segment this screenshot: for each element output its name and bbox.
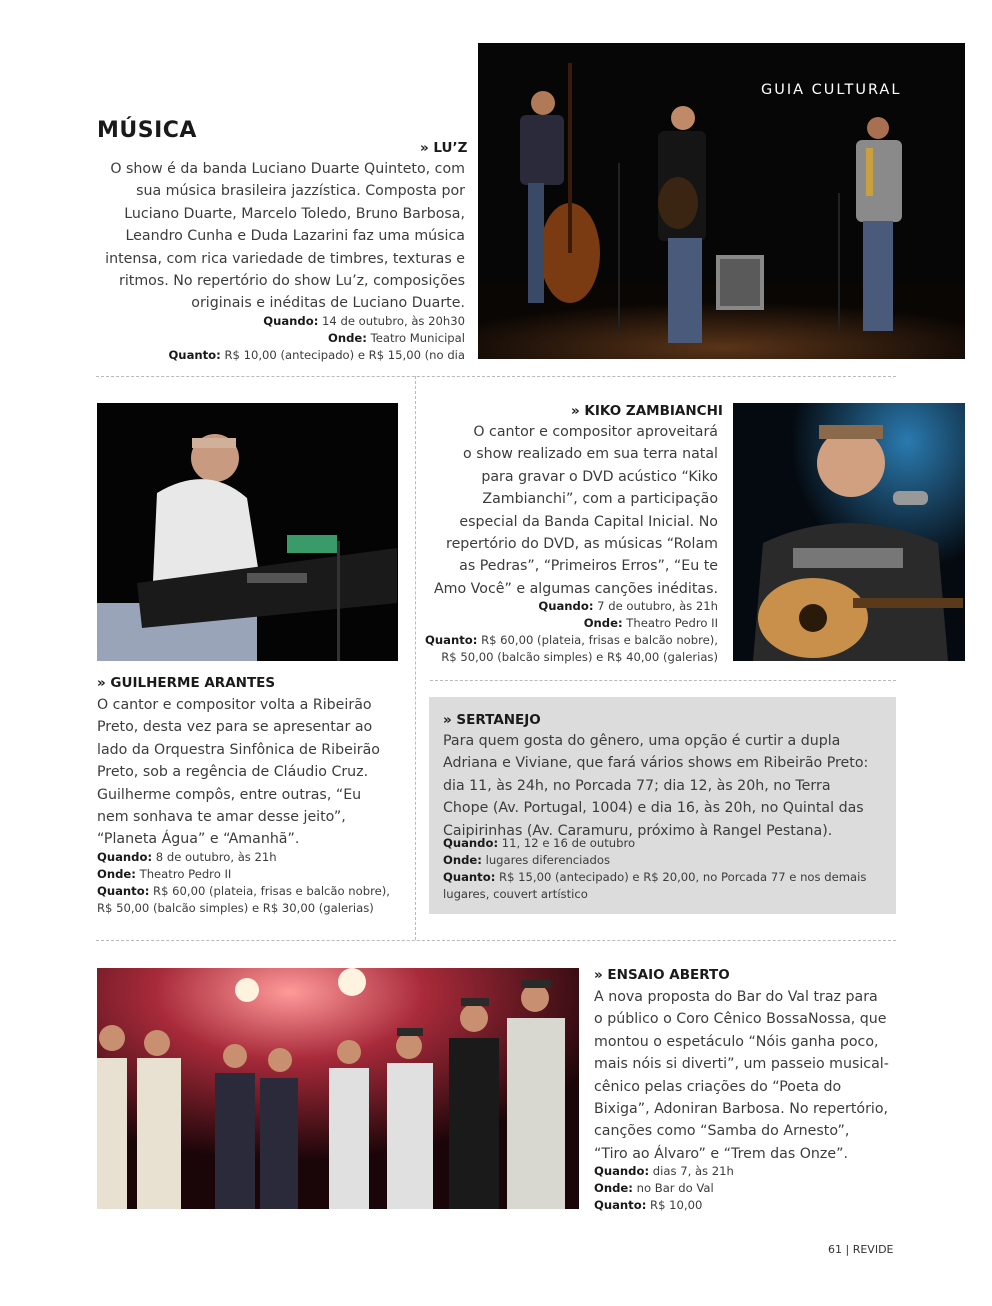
sertanejo-body [443, 730, 893, 842]
luz-when: Quando: 14 de outubro, às 20h30 [263, 314, 465, 328]
kiko-where: Onde: Theatro Pedro II [583, 616, 718, 630]
guilherme-line: O cantor e compositor volta a Ribeirão [97, 697, 372, 713]
ensaio-info [594, 1163, 896, 1214]
kiko-line: especial da Banda Capital Inicial. No [459, 513, 718, 530]
kiko-title: » KIKO ZAMBIANCHI [571, 403, 723, 419]
guilherme-when: Quando: 8 de outubro, às 21h [97, 850, 277, 864]
guilherme-line: Preto, sob a regência de Cláudio Cruz. [97, 764, 369, 781]
section-title: MÚSICA [97, 118, 197, 143]
page-number: 61 [828, 1243, 842, 1256]
kiko-line: o show realizado em sua terra natal [463, 446, 718, 463]
ensaio-line: “Tiro ao Álvaro” e “Trem das Onze”. [594, 1145, 848, 1162]
luz-price: Quanto: R$ 10,00 (antecipado) e R$ 15,00 (no dia [168, 348, 465, 362]
ensaio-line: cênico pelas criações do “Poeta do [594, 1078, 842, 1095]
guilherme-line: nem sonhava te amar desse jeito”, [97, 809, 346, 826]
guilherme-line: Preto, desta vez para se apresentar ao [97, 719, 373, 736]
kiko-price-continued: R$ 50,00 (balcão simples) e R$ 40,00 (galerias) [441, 650, 718, 664]
kiko-line: Amo Você” e algumas canções inéditas. [433, 580, 718, 597]
luz-line: intensa, com rica variedade de timbres, texturas e [105, 250, 465, 267]
kiko-line: O cantor e compositor aproveitará [473, 424, 718, 440]
magazine-name: REVIDE [852, 1243, 894, 1256]
kiko-when: Quando: 7 de outubro, às 21h [538, 599, 718, 613]
ensaio-line: Bixiga”, Adoniran Barbosa. No repertório, [594, 1101, 889, 1118]
kiko-line: as Pedras”, “Primeiros Erros”, “Eu te [459, 558, 718, 575]
ensaio-body [594, 986, 896, 1165]
kiko-body [427, 421, 718, 600]
sertanejo-price: Quanto: R$ 15,00 (antecipado) e R$ 20,00, no Porcada 77 e nos demais [443, 870, 867, 884]
guilherme-body [97, 694, 407, 851]
guilherme-line: Guilherme compôs, entre outras, “Eu [97, 786, 362, 803]
ensaio-photo [97, 968, 579, 1209]
kiko-line: para gravar o DVD acústico “Kiko [481, 468, 718, 485]
sertanejo-when: Quando: 11, 12 e 16 de outubro [443, 836, 636, 850]
guilherme-price: Quanto: R$ 60,00 (plateia, frisas e balcão nobre), [97, 884, 390, 898]
sertanejo-price-continued: lugares, couvert artístico [443, 887, 588, 901]
luz-info [96, 313, 465, 364]
vertical-divider [415, 376, 416, 940]
guilherme-price-continued: R$ 50,00 (balcão simples) e R$ 30,00 (galerias) [97, 901, 374, 915]
ensaio-line: mais nóis si diverti”, um passeio musical- [594, 1056, 889, 1073]
luz-where: Onde: Teatro Municipal [328, 331, 465, 345]
luz-body [96, 158, 465, 315]
kiko-price: Quanto: R$ 60,00 (plateia, frisas e balcão nobre), [425, 633, 718, 647]
guilherme-photo [97, 403, 398, 661]
sertanejo-line: Adriana e Viviane, que fará vários shows em Ribeirão Preto: [443, 755, 869, 772]
luz-line: O show é da banda Luciano Duarte Quinteto, com [110, 161, 465, 177]
ensaio-when: Quando: dias 7, às 21h [594, 1164, 734, 1178]
luz-line: Luciano Duarte, Marcelo Toledo, Bruno Barbosa, [124, 205, 465, 222]
sertanejo-line: Caipirinhas (Av. Caramuru, próximo à Rangel Pestana). [443, 822, 833, 839]
divider [96, 940, 896, 941]
guilherme-title: » GUILHERME ARANTES [97, 675, 276, 691]
sertanejo-title: » SERTANEJO [443, 712, 541, 728]
ensaio-line: o público o Coro Cênico BossaNossa, que [594, 1011, 887, 1028]
sertanejo-line: Chope (Av. Portugal, 1004) e dia 16, às 20h, no Quintal das [443, 800, 864, 817]
luz-line: originais e inéditas de Luciano Duarte. [191, 295, 465, 312]
section-header-label: GUIA CULTURAL [761, 82, 902, 98]
ensaio-line: canções como “Samba do Arnesto”, [594, 1123, 850, 1140]
guilherme-info [97, 849, 407, 917]
sertanejo-line: Para quem gosta do gênero, uma opção é curtir a dupla [443, 733, 841, 749]
sertanejo-info [443, 835, 893, 903]
footer-separator: | [845, 1243, 850, 1256]
page-footer [828, 1243, 894, 1256]
kiko-line: Zambianchi”, com a participação [482, 491, 718, 508]
guilherme-line: “Planeta Água” e “Amanhã”. [97, 831, 300, 848]
luz-title: » LU’Z [420, 140, 468, 156]
kiko-line: repertório do DVD, as músicas “Rolam [446, 536, 718, 553]
sertanejo-where: Onde: lugares diferenciados [443, 853, 610, 867]
divider [430, 680, 896, 681]
ensaio-price: Quanto: R$ 10,00 [594, 1198, 703, 1212]
luz-line: Leandro Cunha e Duda Lazarini faz uma música [125, 228, 465, 245]
ensaio-line: montou o espetáculo “Nóis ganha poco, [594, 1033, 879, 1050]
guilherme-where: Onde: Theatro Pedro II [97, 867, 232, 881]
kiko-info [420, 598, 718, 666]
luz-line: ritmos. No repertório do show Lu’z, composições [119, 273, 465, 290]
ensaio-title: » ENSAIO ABERTO [594, 967, 730, 983]
kiko-photo [733, 403, 965, 661]
luz-line: sua música brasileira jazzística. Composta por [136, 183, 465, 200]
ensaio-where: Onde: no Bar do Val [594, 1181, 714, 1195]
guilherme-line: lado da Orquestra Sinfônica de Ribeirão [97, 741, 380, 758]
divider [96, 376, 896, 377]
sertanejo-line: dia 11, às 24h, no Porcada 77; dia 12, às 20h, no Terra [443, 777, 831, 794]
ensaio-line: A nova proposta do Bar do Val traz para [594, 989, 878, 1005]
